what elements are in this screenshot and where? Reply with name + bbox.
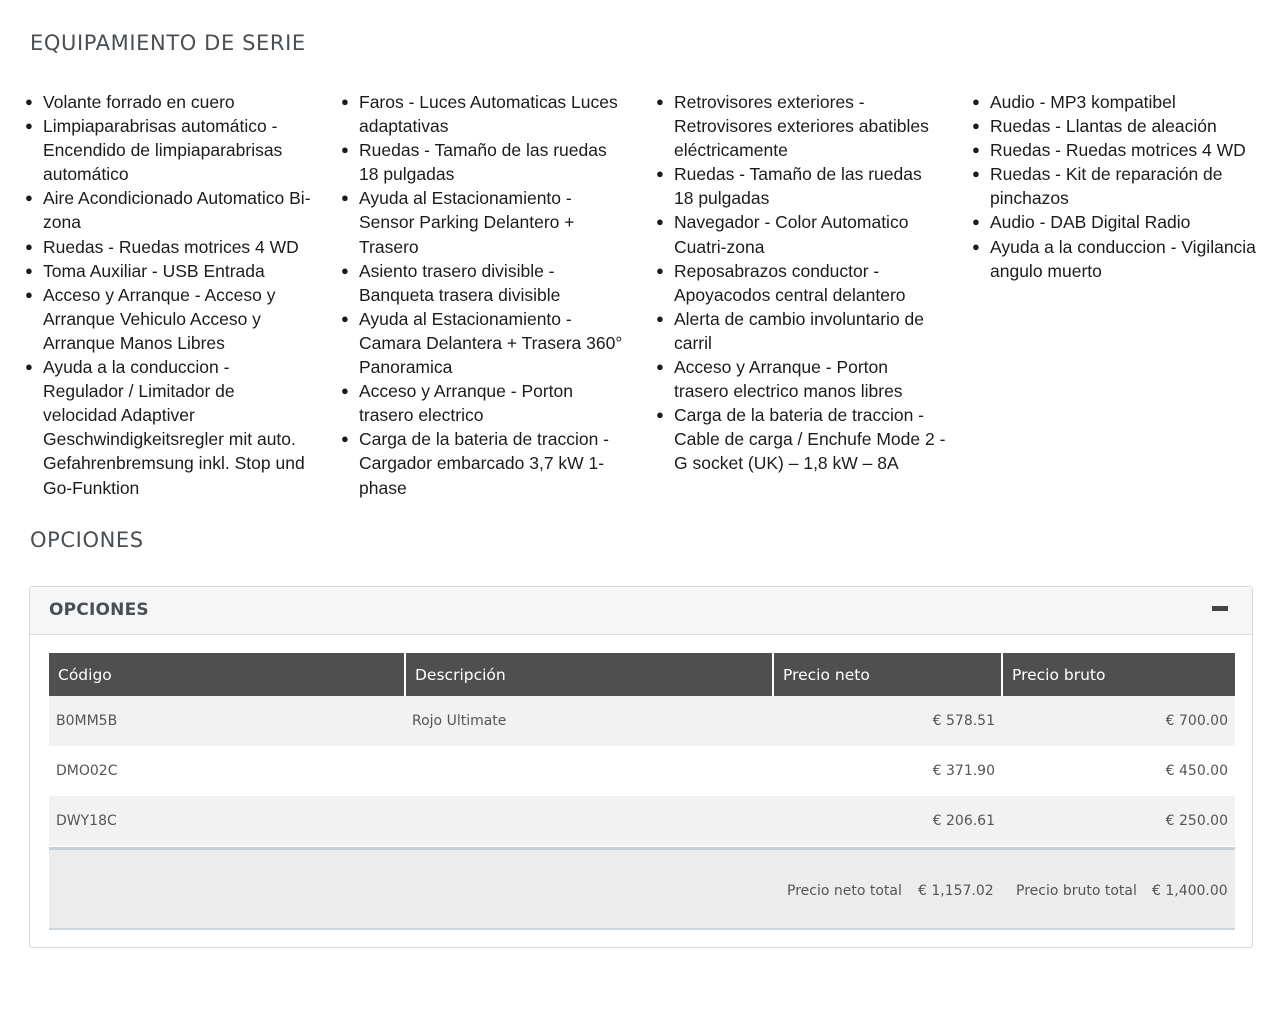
list-item [341, 186, 629, 258]
bullet-icon: ● [341, 431, 349, 447]
bullet-icon: ● [25, 286, 33, 302]
list-item [972, 114, 1260, 138]
total-bruto-label: Precio bruto total [1016, 883, 1137, 899]
table-row [49, 746, 1235, 796]
minus-icon[interactable] [1212, 606, 1228, 611]
cell-precio-bruto: € 700.00 [1002, 696, 1235, 746]
bullet-icon: ● [341, 310, 349, 326]
list-item-text: Carga de la bateria de traccion - Cargador embarcado 3,7 kW 1-phase [359, 429, 609, 498]
equipment-list-1 [25, 90, 313, 500]
list-item-text: Acceso y Arranque - Porton trasero electrico manos libres [674, 357, 903, 402]
cell-precio-neto: € 578.51 [773, 696, 1002, 746]
total-neto-value: € 1,157.02 [918, 883, 994, 899]
bullet-icon: ● [341, 142, 349, 158]
list-item-text: Audio - MP3 kompatibel [990, 92, 1176, 112]
cell-descripcion [405, 746, 773, 796]
list-item [656, 307, 946, 355]
list-item-text: Ayuda al Estacionamiento - Camara Delantera + Trasera 360° Panoramica [359, 308, 623, 378]
list-item [972, 138, 1260, 162]
list-item [341, 379, 629, 427]
cell-precio-neto: € 371.90 [932, 763, 995, 779]
options-panel [29, 586, 1253, 948]
cell-precio-bruto: € 450.00 [1165, 763, 1228, 779]
opciones-title: OPCIONES [30, 528, 144, 552]
list-item [656, 90, 946, 162]
list-item-text: Asiento trasero divisible - Banqueta trasera divisible [359, 260, 561, 305]
cell-precio-bruto: € 250.00 [1002, 796, 1235, 846]
cell-precio-neto: € 206.61 [773, 796, 1002, 846]
header-precio-neto: Precio neto [773, 653, 1002, 696]
list-item-text: Faros - Luces Automaticas Luces adaptativas [359, 92, 618, 137]
bullet-icon: ● [656, 407, 664, 423]
bullet-icon: ● [972, 118, 980, 134]
bullet-icon: ● [656, 94, 664, 109]
list-item [656, 355, 946, 403]
list-item [341, 90, 629, 138]
list-item [656, 162, 946, 210]
list-item [341, 307, 629, 379]
list-item [341, 427, 629, 499]
list-item [25, 259, 313, 283]
equipment-list-3 [656, 90, 946, 476]
bullet-icon: ● [972, 214, 980, 230]
bullet-icon: ● [25, 359, 33, 375]
list-item-text: Limpiaparabrisas automático - Encendido de limpiaparabrisas automático [43, 116, 283, 185]
list-item [656, 259, 946, 307]
bullet-icon: ● [25, 94, 33, 109]
list-item-text: Ruedas - Llantas de aleación [990, 116, 1217, 137]
options-table [49, 653, 1235, 846]
bullet-icon: ● [25, 118, 33, 134]
list-item [25, 114, 313, 186]
cell-descripcion: Rojo Ultimate [405, 696, 773, 746]
bullet-icon: ● [656, 166, 664, 182]
header-precio-bruto: Precio bruto [1002, 653, 1235, 696]
bullet-icon: ● [656, 359, 664, 375]
table-row [49, 696, 1235, 746]
list-item [972, 210, 1260, 234]
equipment-list-2 [341, 90, 629, 500]
bullet-icon: ● [341, 94, 349, 109]
list-item-text: Reposabrazos conductor - Apoyacodos central delantero [674, 260, 906, 305]
cell-codigo: DWY18C [49, 796, 405, 846]
total-bruto-value: € 1,400.00 [1152, 883, 1228, 899]
list-item-text: Toma Auxiliar - USB Entrada [43, 260, 265, 281]
options-panel-title: OPCIONES [49, 600, 149, 620]
list-item [25, 235, 313, 259]
list-item [341, 138, 629, 186]
bullet-icon: ● [25, 262, 33, 278]
bullet-icon: ● [341, 190, 349, 206]
bullet-icon: ● [656, 214, 664, 230]
list-item-text: Aire Acondicionado Automatico Bi-zona [43, 188, 311, 233]
equipment-list-4 [972, 90, 1260, 283]
list-item-text: Acceso y Arranque - Porton trasero electrico [359, 381, 573, 426]
list-item-text: Ruedas - Tamaño de las ruedas 18 pulgadas [674, 164, 922, 209]
list-item [25, 90, 313, 114]
options-panel-header[interactable] [30, 587, 1252, 635]
bullet-icon: ● [341, 262, 349, 278]
list-item-text: Ruedas - Ruedas motrices 4 WD [43, 236, 299, 257]
bullet-icon: ● [656, 310, 664, 326]
total-neto-label: Precio neto total [787, 883, 902, 899]
bullet-icon: ● [972, 94, 980, 109]
cell-codigo: B0MM5B [49, 696, 405, 746]
list-item-text: Ayuda a la conduccion - Regulador / Limitador de velocidad Adaptiver Geschwindigkeitsregler mit auto. Gefahrenbremsung inkl. Stop und Go-Funktion [43, 357, 305, 498]
list-item [25, 355, 313, 500]
list-item [341, 259, 629, 307]
list-item-text: Navegador - Color Automatico Cuatri-zona [674, 212, 909, 257]
list-item-text: Alerta de cambio involuntario de carril [674, 308, 925, 353]
list-item-text: Acceso y Arranque - Acceso y Arranque Vehiculo Acceso y Arranque Manos Libres [43, 284, 276, 353]
bullet-icon: ● [25, 238, 33, 254]
bullet-icon: ● [341, 383, 349, 399]
list-item [656, 210, 946, 258]
list-item [656, 403, 946, 475]
totals-row [49, 847, 1235, 930]
list-item-text: Ayuda al Estacionamiento - Sensor Parking Delantero + Trasero [359, 188, 575, 257]
list-item-text: Audio - DAB Digital Radio [990, 212, 1191, 233]
list-item [972, 162, 1260, 210]
list-item-text: Ruedas - Kit de reparación de pinchazos [990, 164, 1223, 209]
cell-codigo: DMO02C [56, 763, 118, 779]
bullet-icon: ● [972, 142, 980, 158]
list-item [25, 186, 313, 234]
list-item-text: Retrovisores exteriores - Retrovisores exteriores abatibles eléctricamente [674, 92, 929, 161]
list-item-text: Ruedas - Tamaño de las ruedas 18 pulgadas [359, 140, 607, 185]
list-item [25, 283, 313, 355]
list-item [972, 90, 1260, 114]
header-descripcion: Descripción [405, 653, 773, 696]
bullet-icon: ● [25, 190, 33, 206]
bullet-icon: ● [972, 238, 980, 254]
bullet-icon: ● [972, 166, 980, 182]
equipamiento-title: EQUIPAMIENTO DE SERIE [30, 31, 306, 55]
bullet-icon: ● [656, 262, 664, 278]
table-header-row [49, 653, 1235, 696]
list-item-text: Carga de la bateria de traccion - Cable de carga / Enchufe Mode 2 - G socket (UK) – 1,8 kW – 8A [674, 405, 946, 474]
list-item [972, 235, 1260, 283]
list-item-text: Volante forrado en cuero [43, 92, 235, 112]
header-codigo: Código [49, 653, 405, 696]
list-item-text: Ruedas - Ruedas motrices 4 WD [990, 140, 1246, 161]
table-row [49, 796, 1235, 846]
cell-descripcion [405, 796, 773, 846]
list-item-text: Ayuda a la conduccion - Vigilancia angulo muerto [990, 236, 1256, 281]
